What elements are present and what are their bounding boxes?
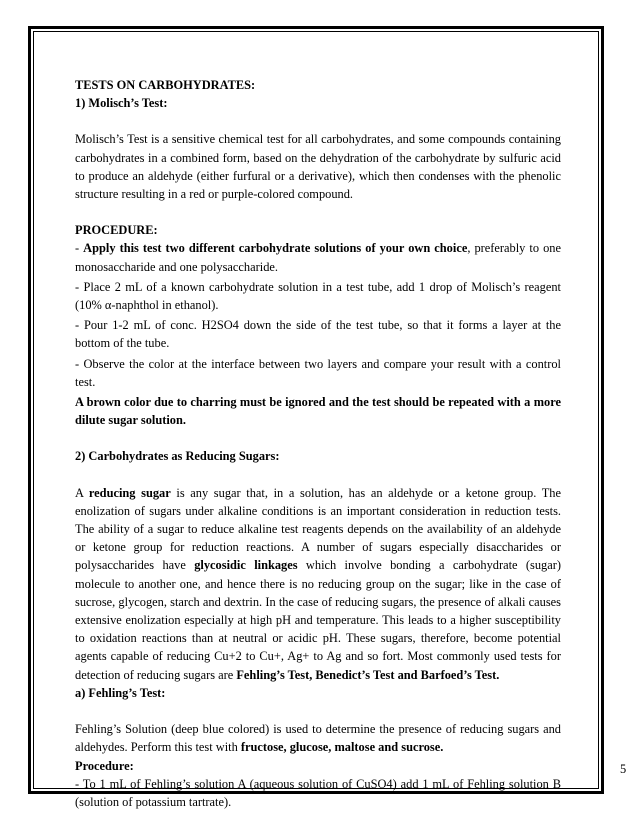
molisch-step-1: - Apply this test two different carbohydrate solutions of your own choice, preferably to one monosaccharide and one polysaccharide. bbox=[75, 241, 561, 274]
molisch-step-3: - Pour 1-2 mL of conc. H2SO4 down the side of the test tube, so that it forms a layer at the bottom of the tube. bbox=[75, 318, 561, 351]
page-number: 5 bbox=[620, 762, 627, 776]
molisch-procedure-heading: PROCEDURE: bbox=[75, 223, 158, 238]
molisch-step-4: - Observe the color at the interface between two layers and compare your result with a control test. bbox=[75, 356, 561, 389]
molisch-heading: 1) Molisch’s Test: bbox=[75, 96, 168, 111]
molisch-intro: Molisch’s Test is a sensitive chemical test for all carbohydrates, and some compounds containing carbohydrates in a combined form, based on the dehydration of the carbohydrate by sulfuric acid to produce an aldehyde (either furfural or a derivative), which then condenses with the phenolic structure resulting in a red or purple-colored compound. bbox=[75, 132, 561, 202]
document-body bbox=[75, 76, 561, 811]
fehling-heading: a) Fehling’s Test: bbox=[75, 685, 166, 700]
fehling-paragraph: Fehling’s Solution (deep blue colored) is used to determine the presence of reducing sugars and aldehydes. Perform this test with fructose, glucose, maltose and sucrose. bbox=[75, 722, 561, 755]
reducing-heading: 2) Carbohydrates as Reducing Sugars: bbox=[75, 449, 280, 464]
fehling-step-1: - To 1 mL of Fehling’s solution A (aqueous solution of CuSO4) add 1 mL of Fehling solution B (solution of potassium tartrate). bbox=[75, 776, 561, 809]
document-title: TESTS ON CARBOHYDRATES: bbox=[75, 78, 256, 92]
reducing-paragraph: A reducing sugar is any sugar that, in a solution, has an aldehyde or a ketone group. The enolization of sugars under alkaline conditions is an important consideration in reduction tests. The ability of a sugar to reduce alkaline test reagents depends on the availability of an aldehyde or ketone group for reduction reactions. A number of sugars especially disaccharides or polysaccharides have glycosidic linkages which involve bonding a carbohydrate (sugar) molecule to another one, and hence there is no reducing group on the sugar; like in the case of sucrose, glycogen, starch and dextrin. In the case of reducing sugars, the presence of alkali causes extensive enolization especially at high pH and temperature. This leads to a higher susceptibility to oxidation reactions than at neutral or acidic pH. These sugars, therefore, become potential agents capable of reducing Cu+2 to Cu+, Ag+ to Ag and so fort. Most commonly used tests for detection of reducing sugars are Fehling’s Test, Benedict’s Test and Barfoed’s Test. bbox=[75, 485, 561, 682]
molisch-note: A brown color due to charring must be ignored and the test should be repeated with a more dilute sugar solution. bbox=[75, 395, 561, 428]
molisch-step-2: - Place 2 mL of a known carbohydrate solution in a test tube, add 1 drop of Molisch’s reagent (10% α-naphthol in ethanol). bbox=[75, 279, 561, 313]
fehling-procedure-heading: Procedure: bbox=[75, 758, 134, 773]
